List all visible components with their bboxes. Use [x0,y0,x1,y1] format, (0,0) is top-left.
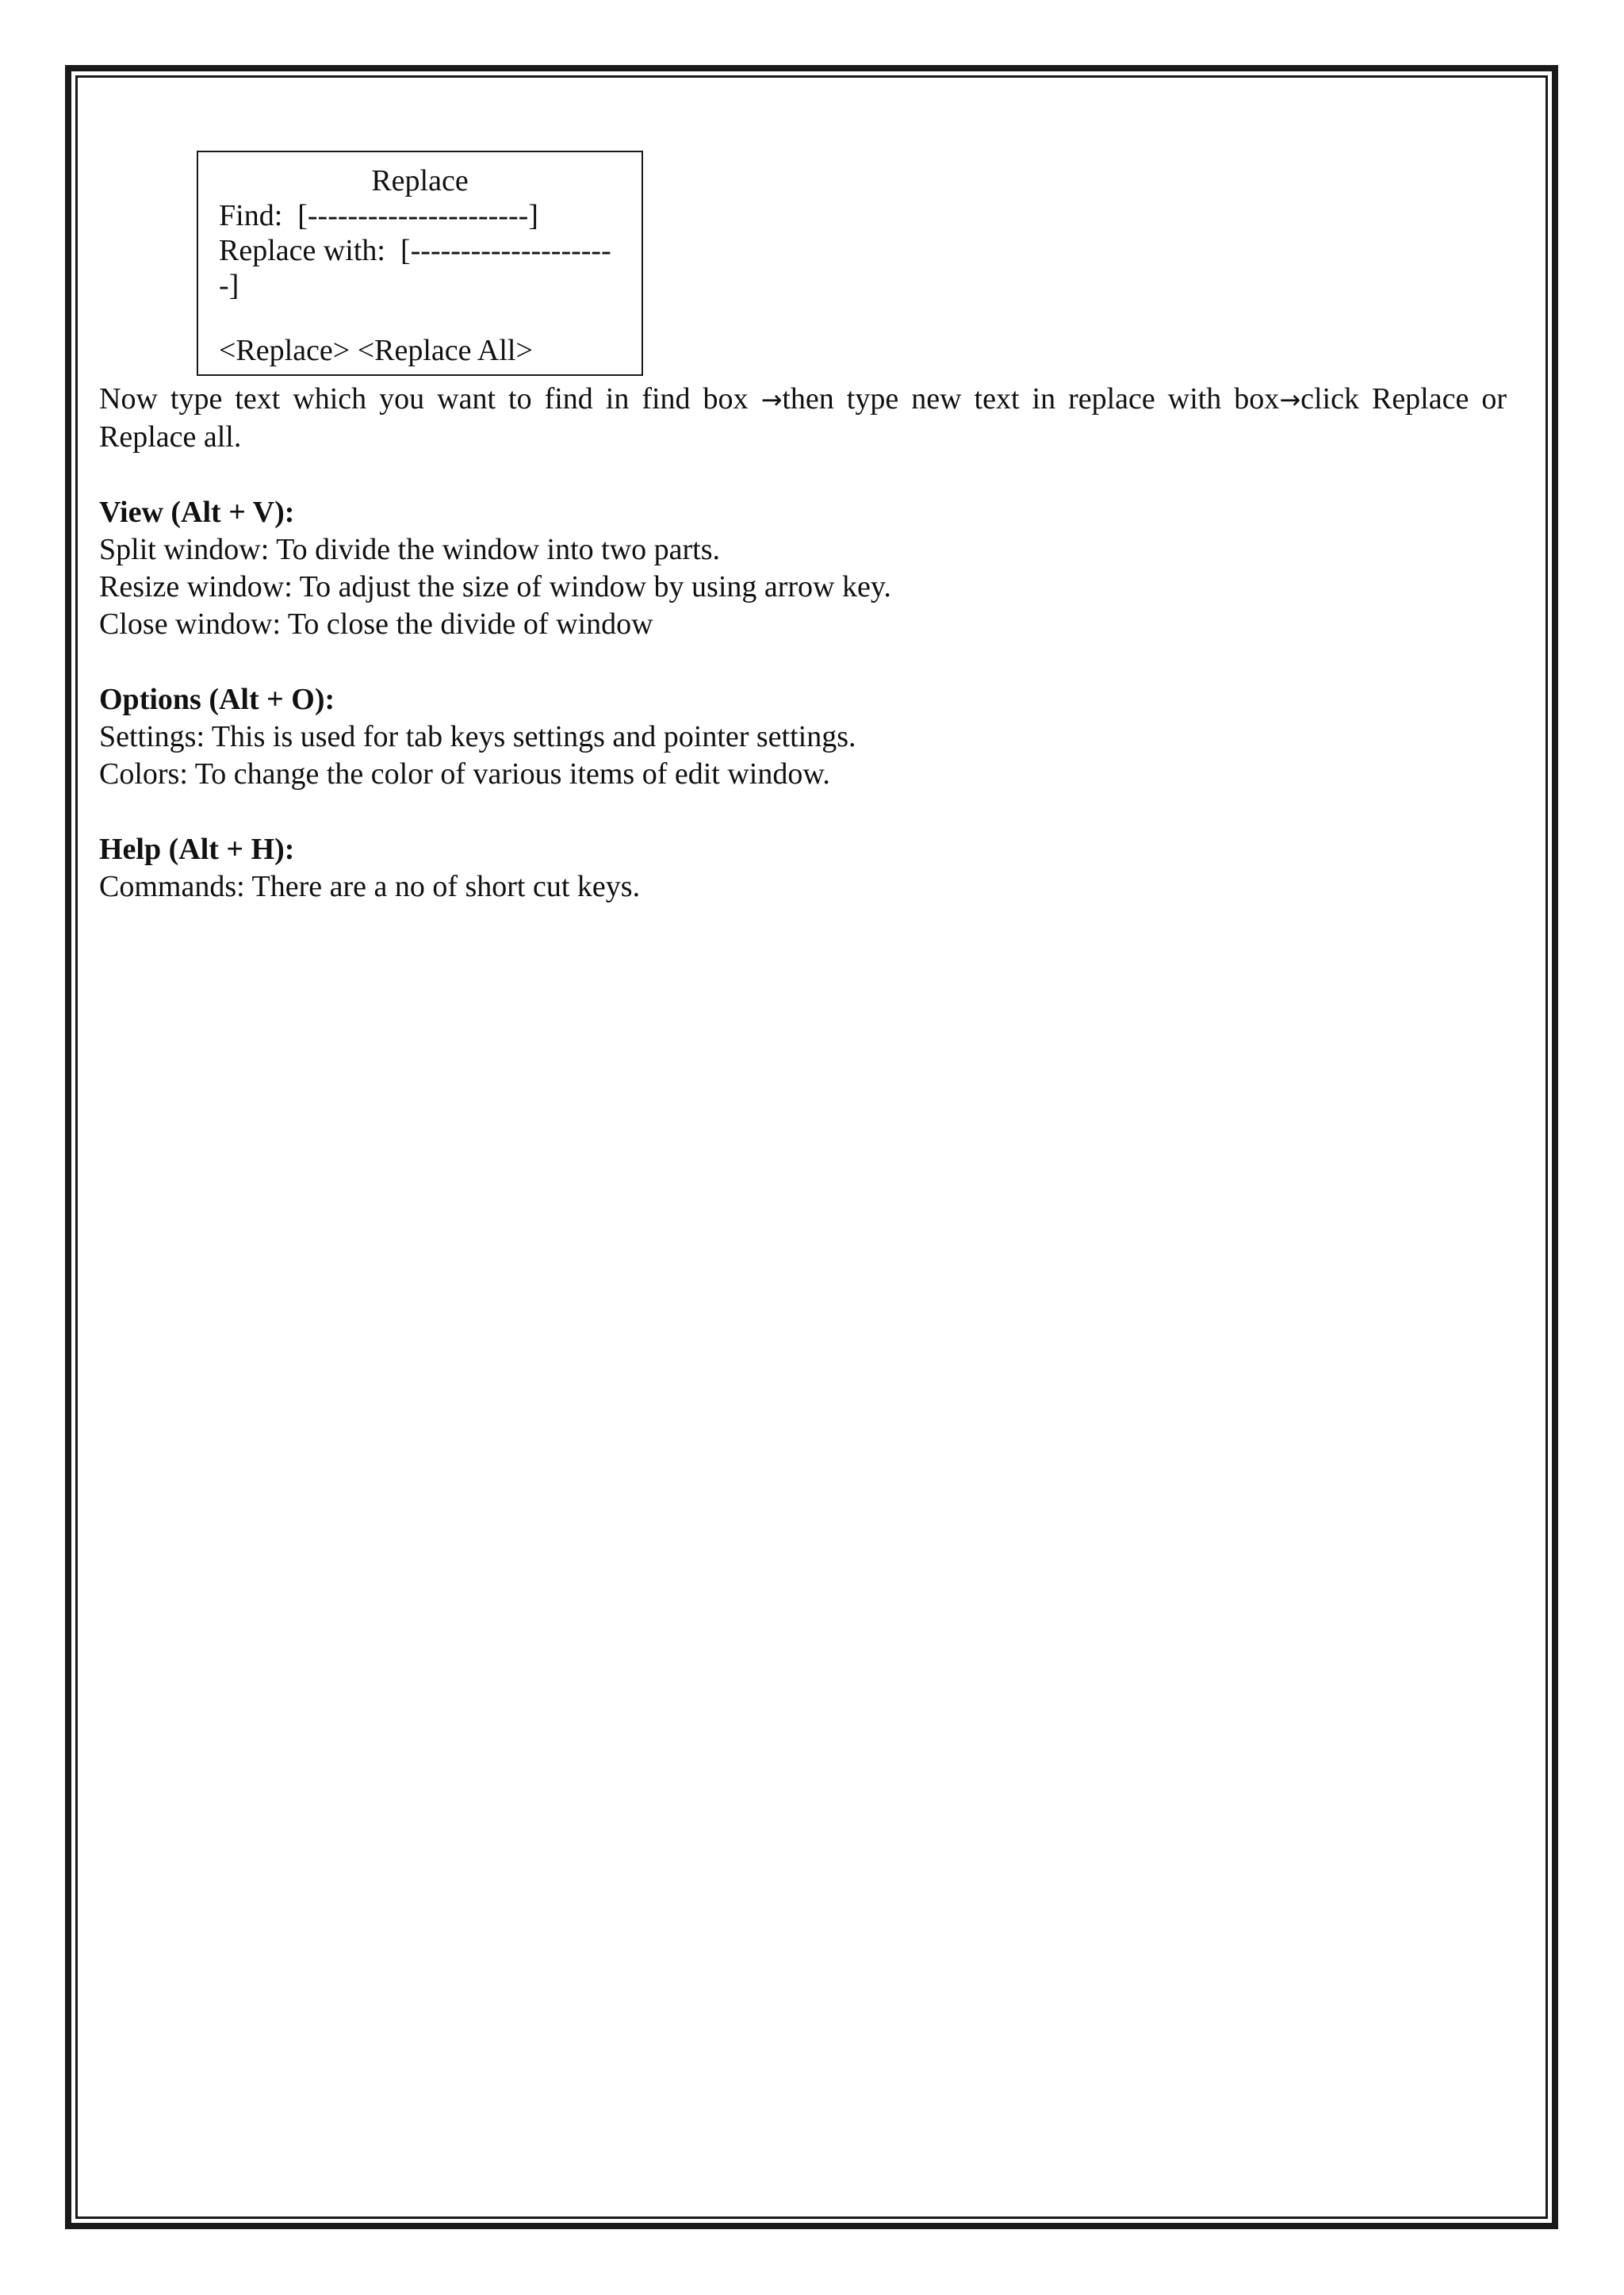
document-body [99,381,1507,906]
spacer [99,793,1507,831]
instruction-paragraph [99,381,1507,456]
instruction-text-1: Now type text which you want to find in find box [99,382,761,416]
replace-with-line: Replace with: [-------------------- [219,234,611,267]
instruction-text-3: click Replace or Replace all. [99,382,1507,454]
section-heading-view: View (Alt + V): [99,496,295,529]
replace-dialog-box [197,151,643,376]
view-item-resize-window: Resize window: To adjust the size of window by using arrow key. [99,570,891,603]
dialog-buttons-line: <Replace> <Replace All> [219,334,533,367]
instruction-text-2: then type new text in replace with box [782,382,1280,416]
replace-with-line-wrap: -] [219,269,239,302]
help-item-commands: Commands: There are a no of short cut keys. [99,870,641,903]
dialog-title: Replace [371,164,469,197]
view-item-close-window: Close window: To close the divide of window [99,607,653,641]
find-line: Find: [----------------------] [219,199,538,232]
arrow-right-icon: → [760,385,783,415]
section-heading-options: Options (Alt + O): [99,683,335,716]
spacer [99,456,1507,494]
section-heading-help: Help (Alt + H): [99,833,295,866]
arrow-right-icon: → [1279,385,1301,415]
spacer [99,643,1507,681]
view-item-split-window: Split window: To divide the window into two parts. [99,533,721,566]
options-item-settings: Settings: This is used for tab keys settings and pointer settings. [99,720,856,753]
options-item-colors: Colors: To change the color of various items of edit window. [99,757,830,791]
